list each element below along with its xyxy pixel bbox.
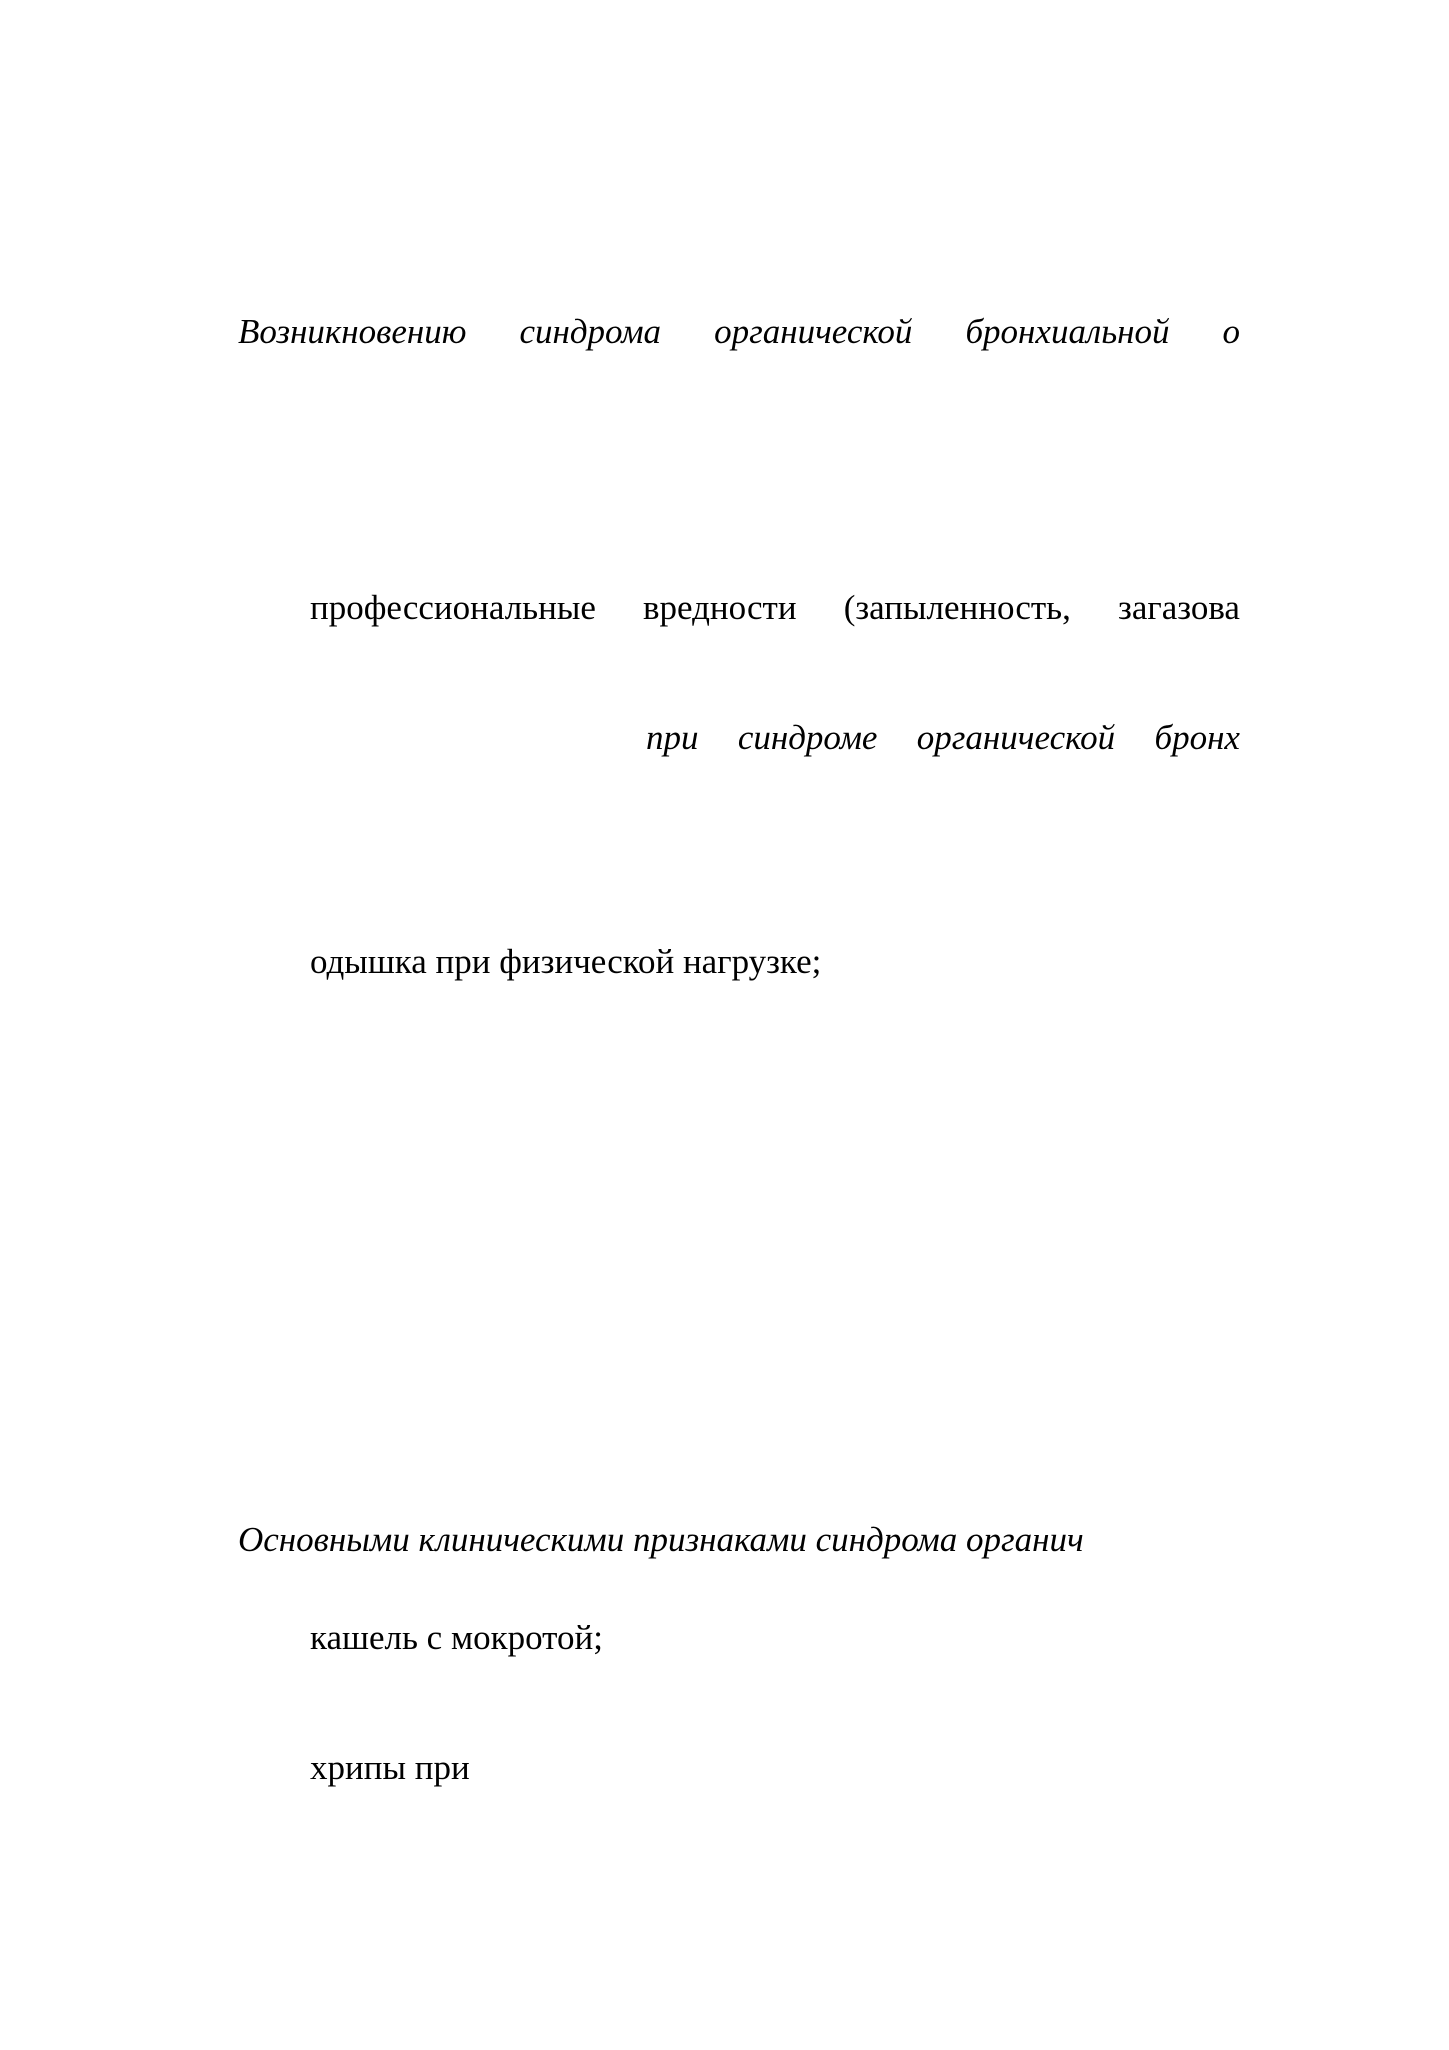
word: синдроме [737, 718, 878, 757]
list-item-cough: кашель с мокротой; [310, 1618, 603, 1657]
word: бронх [1154, 718, 1240, 757]
word: (запыленность, [843, 588, 1071, 627]
list-item-wheezing: хрипы при [310, 1748, 470, 1787]
word: органической [714, 312, 913, 351]
word: синдрома [519, 312, 662, 351]
list-item-professional-hazards [310, 586, 1240, 630]
word: профессиональные [310, 588, 596, 627]
paragraph-clinical-signs-line: Основными клиническими признаками синдрома органич [238, 1520, 1084, 1559]
paragraph-intro-line [238, 310, 1240, 354]
word: Возникновению [238, 312, 467, 351]
word: при [646, 718, 699, 757]
word: о [1222, 312, 1240, 351]
list-item-dyspnea: одышка при физической нагрузке; [310, 942, 822, 981]
word: загазова [1118, 588, 1240, 627]
paragraph-syndrome-line [646, 716, 1240, 760]
word: вредности [643, 588, 797, 627]
word: органической [916, 718, 1116, 757]
word: бронхиальной [965, 312, 1170, 351]
